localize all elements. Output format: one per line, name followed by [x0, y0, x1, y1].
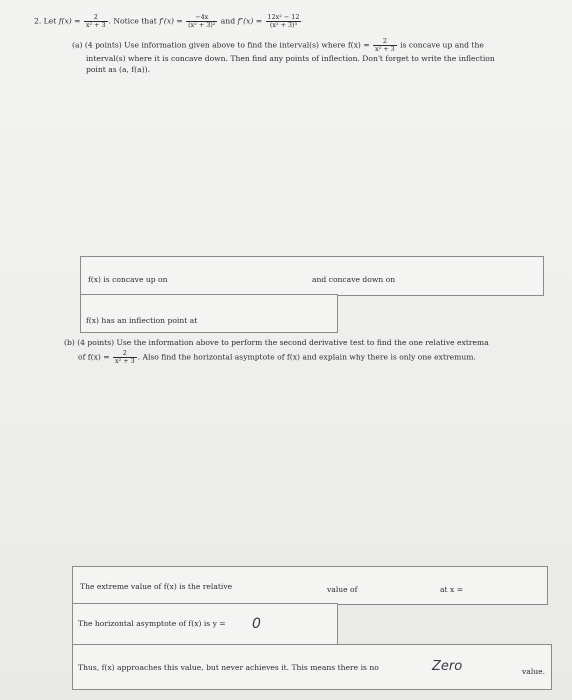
at-x-label: at x = — [440, 585, 464, 594]
fpp-denominator: (x² + 3)³ — [266, 21, 302, 29]
part-a-line1-end: is concave up and the — [400, 40, 484, 50]
f-denominator: x² + 3 — [85, 21, 106, 29]
asymptote-handwritten-answer: 0 — [252, 616, 261, 632]
part-b-numerator: 2 — [122, 349, 127, 357]
part-a-line3: point as (a, f(a)). — [86, 65, 151, 74]
notice-text: . Notice that — [108, 16, 157, 26]
explanation-handwritten-answer: Zero — [432, 659, 463, 674]
part-b-line1: (b) (4 points) Use the information above to perform the second derivative test to find the one relative extrema — [64, 338, 489, 347]
fp-fraction — [186, 14, 217, 29]
fp-lhs: f′(x) = — [159, 16, 183, 26]
inflection-answer-box[interactable] — [80, 294, 338, 333]
part-a-fraction — [373, 38, 397, 53]
part-b-denominator: x² + 3 — [115, 357, 135, 365]
f-numerator: 2 — [93, 13, 98, 21]
value-of-label: value of — [327, 585, 358, 594]
f-lhs: f(x) = — [58, 16, 81, 26]
let-word: Let — [43, 16, 57, 26]
part-b-line2 — [78, 350, 476, 365]
problem-statement — [34, 14, 302, 29]
fp-numerator: −4x — [195, 13, 209, 21]
fpp-lhs: f″(x) = — [237, 16, 263, 26]
part-a-line1-text: (a) (4 points) Use information given above to find the interval(s) where f(x) = — [72, 40, 370, 50]
part-a-denominator: x² + 3 — [375, 45, 395, 53]
explanation-label: Thus, f(x) approaches this value, but never achieves it. This means there is no — [78, 663, 379, 672]
fpp-numerator: 12x² − 12 — [267, 13, 300, 21]
value-end-label: value. — [522, 667, 546, 676]
part-b-line2-end: . Also find the horizontal asymptote of f(x) and explain why there is only one extremum. — [137, 352, 476, 362]
part-b-fraction — [113, 350, 137, 365]
problem-number: 2. — [34, 16, 42, 26]
f-fraction — [84, 14, 108, 29]
concave-up-label: f(x) is concave up on — [88, 275, 168, 284]
concave-down-label: and concave down on — [312, 275, 396, 284]
part-a-line1 — [72, 38, 484, 53]
part-a-line2: interval(s) where it is concave down. Then find any points of inflection. Don't forget to write the inflection — [86, 54, 495, 63]
inflection-label: f(x) has an inflection point at — [86, 316, 198, 325]
fp-denominator: (x² + 3)² — [188, 21, 216, 29]
and-word: and — [220, 16, 236, 26]
extreme-label: The extreme value of f(x) is the relative — [80, 582, 233, 591]
fpp-fraction — [266, 14, 302, 29]
part-a-numerator: 2 — [382, 37, 387, 45]
asymptote-label: The horizontal asymptote of f(x) is y = — [78, 619, 226, 628]
part-b-line2-start: of f(x) = — [78, 352, 110, 362]
